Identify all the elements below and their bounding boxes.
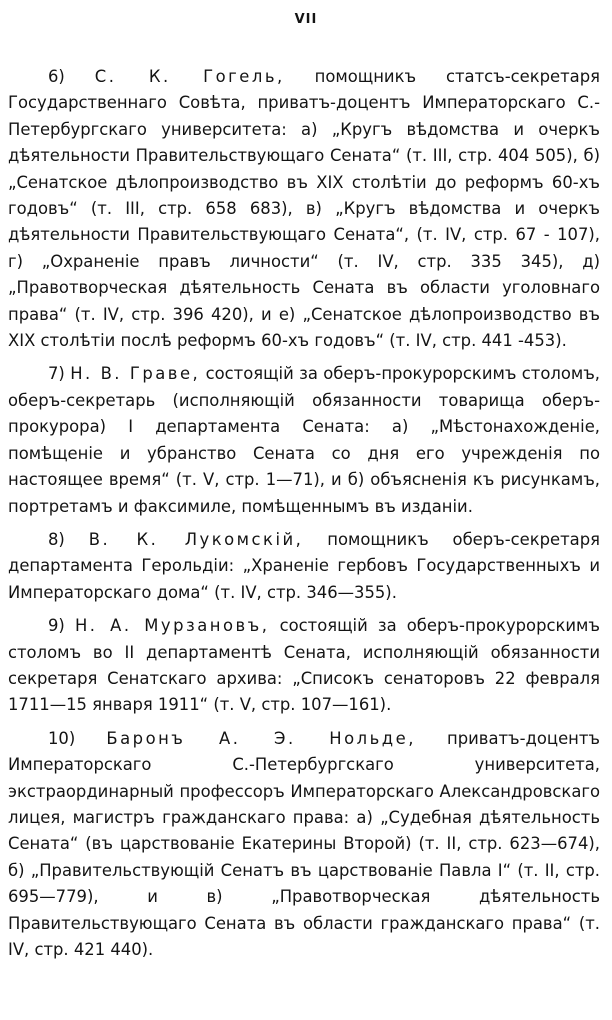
entry-number: 7) bbox=[48, 364, 65, 384]
entry-author: Н. А. Мурзановъ, bbox=[74, 616, 270, 636]
contributors-list bbox=[8, 64, 600, 970]
entry-6 bbox=[8, 64, 600, 354]
entry-text: состоящій за оберъ-прокурорскимъ столомъ во II департаментѣ Сената, исполняющій обязанности секретаря Сенатскаго архива: „Списокъ сенаторовъ 22 февраля 1711—15 января 1911“ (т. V, стр. 107—161). bbox=[8, 616, 600, 715]
entry-number: 6) bbox=[48, 67, 65, 86]
entry-10 bbox=[8, 726, 600, 964]
entry-author: В. К. Лукомскій, bbox=[88, 529, 304, 549]
entry-7 bbox=[8, 361, 600, 519]
entry-text: приватъ-доцентъ Императорскаго С.-Петербургскаго университета, экстраординарный профессоръ Императорскаго Александровскаго лицея, магистръ гражданскаго права: а) „Судебная дѣятельность Сената“ (въ царствованіе Екатерины Второй) (т. II, стр. 623—674), б) „Правительствующій Сенатъ въ царствованіе Павла I“ (т. II, стр. 695—779), и в) „Правотворческая дѣятельность Правительствующаго Сената въ области гражданскаго права“ (т. IV, стр. 421 440). bbox=[8, 728, 600, 959]
entry-number: 9) bbox=[48, 616, 65, 636]
entry-text: состоящій за оберъ-прокурорскимъ столомъ, оберъ-секретарь (исполняющій обязанности товарища оберъ-прокурора) I департамента Сената: а) „Мѣстонахожденіе, помѣщеніе и убранство Сената со дня его учрежденія по настоящее время“ (т. V, стр. 1—71), и б) объясненія къ рисункамъ, портретамъ и факсимиле, помѣщеннымъ въ изданіи. bbox=[8, 364, 601, 516]
entry-author: Баронъ А. Э. Нольде, bbox=[106, 728, 416, 748]
entry-author: С. К. Гогель, bbox=[94, 67, 285, 86]
entry-number: 10) bbox=[48, 728, 76, 748]
entry-text: помощникъ оберъ-секретаря департамента Герольдіи: „Храненіе гербовъ Государственныхъ и Императорскаго дома“ (т. IV, стр. 346—355). bbox=[8, 529, 600, 602]
entry-8 bbox=[8, 527, 600, 606]
entry-9 bbox=[8, 613, 600, 719]
entry-author: Н. В. Граве, bbox=[70, 364, 201, 384]
page-number: VII bbox=[294, 12, 318, 27]
entry-number: 8) bbox=[48, 529, 65, 549]
entry-text: помощникъ статсъ-секретаря Государственнаго Совѣта, приватъ-доцентъ Императорскаго С.-Петербургскаго университета: а) „Кругъ вѣдомства и очеркъ дѣятельности Правительствующаго Сената“ (т. III, стр. 404 505), б) „Сенатское дѣлопроизводство въ XIX столѣтіи до реформъ 60-хъ годовъ“ (т. III, стр. 658 683), в) „Кругъ вѣдомства и очеркъ дѣятельности Правительствующаго Сената“, (т. IV, стр. 67 - 107), г) „Охраненіе правъ личности“ (т. IV, стр. 335 345), д) „Правотворческая дѣятельность Сената въ области уголовнаго права“ (т. IV, стр. 396 420), и е) „Сенатское дѣлопроизводство въ XIX столѣтіи послѣ реформъ 60-хъ годовъ“ (т. IV, стр. 441 -453). bbox=[8, 67, 600, 351]
